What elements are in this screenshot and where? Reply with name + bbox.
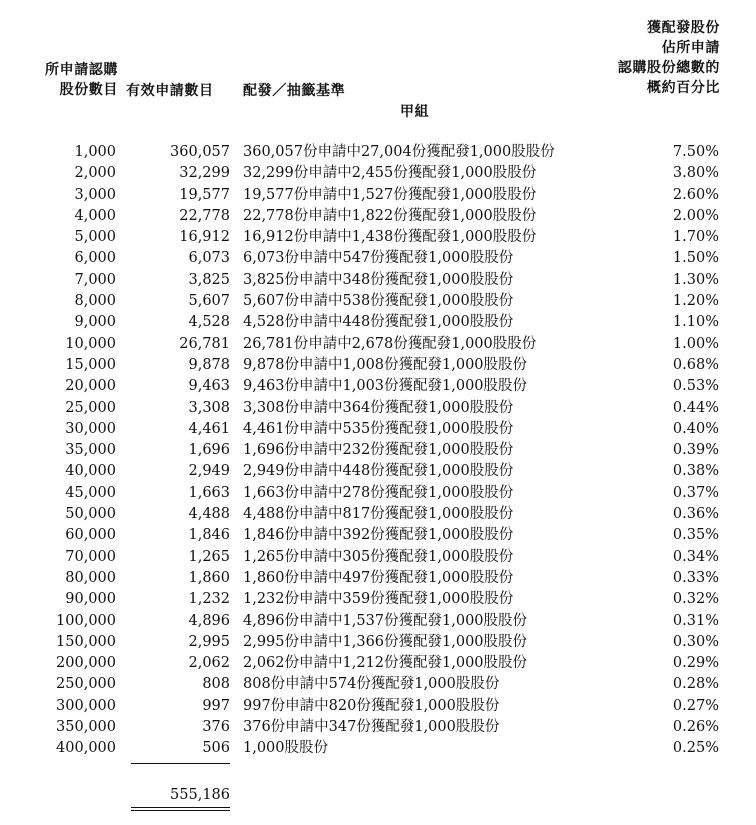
- percentage-cell: 0.27%: [672, 697, 719, 714]
- header-pct-line: 概約百分比: [647, 80, 720, 96]
- valid-applications-cell: 360,057: [170, 144, 230, 160]
- allotment-basis-cell: 3,308份申請中364份獲配發1,000股股份: [243, 399, 514, 416]
- percentage-cell: 0.25%: [672, 740, 719, 757]
- table-row: [0, 312, 756, 333]
- percentage-cell: 2.00%: [672, 207, 719, 224]
- percentage-cell: 1.00%: [672, 335, 719, 352]
- valid-applications-cell: 6,073: [188, 250, 230, 267]
- allotment-basis-cell: 19,577份申請中1,527份獲配發1,000股股份: [243, 186, 537, 203]
- allotment-basis-cell: 1,663份申請中278份獲配發1,000股股份: [243, 484, 514, 501]
- header-pct-line: 佔所申請: [661, 40, 720, 56]
- percentage-cell: 0.31%: [672, 612, 719, 629]
- percentage-cell: 0.40%: [672, 420, 719, 437]
- allotment-basis-cell: 376份申請中347份獲配發1,000股股份: [243, 719, 500, 736]
- allotment-basis-cell: 997份申請中820份獲配發1,000股股份: [243, 697, 500, 714]
- allotment-basis-cell: 1,232份申請中359份獲配發1,000股股份: [243, 591, 514, 608]
- applied-shares-cell: 50,000: [65, 506, 116, 523]
- applied-shares-cell: 25,000: [65, 399, 116, 416]
- allotment-table-body: [0, 142, 756, 760]
- allotment-basis-cell: 1,000股股份: [243, 740, 329, 757]
- applied-shares-cell: 45,000: [65, 484, 116, 501]
- valid-applications-cell: 5,607: [188, 293, 230, 310]
- valid-applications-cell: 1,663: [188, 484, 230, 501]
- allotment-basis-cell: 808份申請中574份獲配發1,000股股份: [243, 676, 500, 693]
- percentage-cell: 0.38%: [672, 463, 719, 480]
- allotment-basis-cell: 2,949份申請中448份獲配發1,000股股份: [243, 463, 514, 480]
- percentage-cell: 1.10%: [672, 314, 719, 331]
- percentage-cell: 1.70%: [672, 229, 719, 246]
- allotment-basis-cell: 32,299份申請中2,455份獲配發1,000股股份: [243, 165, 537, 182]
- percentage-cell: 0.30%: [672, 633, 719, 650]
- table-row: [0, 738, 756, 759]
- applied-shares-cell: 40,000: [65, 463, 116, 480]
- table-row: [0, 525, 756, 546]
- table-row: [0, 632, 756, 653]
- valid-applications-cell: 3,825: [188, 271, 230, 288]
- valid-applications-cell: 1,265: [188, 548, 230, 565]
- table-row: [0, 206, 756, 227]
- allotment-basis-cell: 4,528份申請中448份獲配發1,000股股份: [243, 314, 514, 331]
- header-pct-line: 認購股份總數的: [617, 60, 720, 76]
- applied-shares-cell: 1,000: [74, 144, 116, 160]
- valid-applications-cell: 997: [202, 697, 230, 714]
- table-row: [0, 291, 756, 312]
- table-row: [0, 483, 756, 504]
- header-approx-percentage: [560, 18, 720, 98]
- applied-shares-cell: 20,000: [65, 378, 116, 395]
- table-row: [0, 419, 756, 440]
- allotment-basis-cell: 2,995份申請中1,366份獲配發1,000股股份: [243, 633, 528, 650]
- valid-applications-cell: 1,232: [188, 591, 230, 608]
- applied-shares-cell: 350,000: [56, 719, 116, 736]
- applied-shares-cell: 30,000: [65, 420, 116, 437]
- percentage-cell: 0.26%: [672, 719, 719, 736]
- table-row: [0, 248, 756, 269]
- applied-shares-cell: 300,000: [56, 697, 116, 714]
- percentage-cell: 2.60%: [672, 186, 719, 203]
- allotment-basis-cell: 4,488份申請中817份獲配發1,000股股份: [243, 506, 514, 523]
- valid-applications-cell: 4,528: [188, 314, 230, 331]
- table-row: [0, 440, 756, 461]
- applied-shares-cell: 90,000: [65, 591, 116, 608]
- table-row: [0, 653, 756, 674]
- total-double-rule: [131, 807, 230, 811]
- percentage-cell: 0.35%: [672, 527, 719, 544]
- applied-shares-cell: 10,000: [65, 335, 116, 352]
- allotment-basis-cell: 1,696份申請中232份獲配發1,000股股份: [243, 442, 514, 459]
- allotment-basis-cell: 1,846份申請中392份獲配發1,000股股份: [243, 527, 514, 544]
- table-row: [0, 142, 756, 163]
- table-row: [0, 376, 756, 397]
- allotment-basis-cell: 1,265份申請中305份獲配發1,000股股份: [243, 548, 514, 565]
- percentage-cell: 7.50%: [672, 144, 719, 160]
- percentage-cell: 0.44%: [672, 399, 719, 416]
- header-applied-line: 所申請認購: [45, 62, 118, 78]
- valid-applications-cell: 22,778: [179, 207, 230, 224]
- percentage-cell: 0.28%: [672, 676, 719, 693]
- allotment-basis-cell: 360,057份申請中27,004份獲配發1,000股股份: [243, 144, 555, 160]
- applied-shares-cell: 5,000: [74, 229, 116, 246]
- table-row: [0, 227, 756, 248]
- percentage-cell: 1.20%: [672, 293, 719, 310]
- table-row: [0, 547, 756, 568]
- applied-shares-cell: 35,000: [65, 442, 116, 459]
- valid-applications-cell: 3,308: [188, 399, 230, 416]
- valid-applications-cell: 1,846: [188, 527, 230, 544]
- valid-applications-cell: 506: [202, 740, 230, 757]
- applied-shares-cell: 15,000: [65, 356, 116, 373]
- table-row: [0, 334, 756, 355]
- applied-shares-cell: 4,000: [74, 207, 116, 224]
- applied-shares-cell: 150,000: [56, 633, 116, 650]
- allotment-basis-cell: 5,607份申請中538份獲配發1,000股股份: [243, 293, 514, 310]
- percentage-cell: 1.30%: [672, 271, 719, 288]
- percentage-cell: 0.29%: [672, 655, 719, 672]
- applied-shares-cell: 250,000: [56, 676, 116, 693]
- header-allotment-basis: 配發／抽籤基準: [243, 83, 346, 99]
- header-applied-line: 股份數目: [59, 82, 118, 98]
- valid-applications-cell: 1,860: [188, 569, 230, 586]
- allotment-basis-cell: 4,896份申請中1,537份獲配發1,000股股份: [243, 612, 528, 629]
- applied-shares-cell: 100,000: [56, 612, 116, 629]
- valid-applications-cell: 376: [202, 719, 230, 736]
- applied-shares-cell: 70,000: [65, 548, 116, 565]
- valid-applications-cell: 1,696: [188, 442, 230, 459]
- total-valid-applications: 555,186: [170, 787, 230, 803]
- percentage-cell: 0.32%: [672, 591, 719, 608]
- applied-shares-cell: 80,000: [65, 569, 116, 586]
- valid-applications-cell: 9,463: [188, 378, 230, 395]
- table-row: [0, 696, 756, 717]
- allotment-basis-cell: 26,781份申請中2,678份獲配發1,000股股份: [243, 335, 537, 352]
- percentage-cell: 0.37%: [672, 484, 719, 501]
- table-row: [0, 674, 756, 695]
- allotment-basis-cell: 4,461份申請中535份獲配發1,000股股份: [243, 420, 514, 437]
- valid-applications-cell: 4,896: [188, 612, 230, 629]
- table-row: [0, 568, 756, 589]
- applied-shares-cell: 200,000: [56, 655, 116, 672]
- valid-applications-cell: 9,878: [188, 356, 230, 373]
- applied-shares-cell: 2,000: [74, 165, 116, 182]
- valid-applications-cell: 16,912: [179, 229, 230, 246]
- table-row: [0, 163, 756, 184]
- valid-applications-cell: 2,062: [188, 655, 230, 672]
- valid-applications-cell: 4,461: [188, 420, 230, 437]
- table-row: [0, 717, 756, 738]
- percentage-cell: 0.53%: [672, 378, 719, 395]
- percentage-cell: 0.33%: [672, 569, 719, 586]
- allotment-basis-cell: 9,463份申請中1,003份獲配發1,000股股份: [243, 378, 528, 395]
- table-row: [0, 504, 756, 525]
- allotment-basis-cell: 22,778份申請中1,822份獲配發1,000股股份: [243, 207, 537, 224]
- table-row: [0, 611, 756, 632]
- allotment-basis-cell: 1,860份申請中497份獲配發1,000股股份: [243, 569, 514, 586]
- header-applied-shares: [22, 60, 118, 100]
- valid-applications-cell: 2,995: [188, 633, 230, 650]
- valid-applications-cell: 808: [202, 676, 230, 693]
- header-group: 甲組: [400, 104, 430, 120]
- header-pct-line: 獲配發股份: [647, 20, 720, 36]
- applied-shares-cell: 7,000: [74, 271, 116, 288]
- allotment-basis-cell: 9,878份申請中1,008份獲配發1,000股股份: [243, 356, 528, 373]
- applied-shares-cell: 9,000: [74, 314, 116, 331]
- table-row: [0, 589, 756, 610]
- percentage-cell: 0.68%: [672, 356, 719, 373]
- percentage-cell: 0.34%: [672, 548, 719, 565]
- valid-applications-cell: 2,949: [188, 463, 230, 480]
- percentage-cell: 0.39%: [672, 442, 719, 459]
- valid-applications-cell: 19,577: [179, 186, 230, 203]
- table-row: [0, 398, 756, 419]
- applied-shares-cell: 6,000: [74, 250, 116, 267]
- applied-shares-cell: 400,000: [56, 740, 116, 757]
- valid-applications-cell: 4,488: [188, 506, 230, 523]
- table-row: [0, 185, 756, 206]
- table-row: [0, 270, 756, 291]
- allotment-basis-cell: 2,062份申請中1,212份獲配發1,000股股份: [243, 655, 528, 672]
- allotment-basis-cell: 6,073份申請中547份獲配發1,000股股份: [243, 250, 514, 267]
- header-valid-applications: 有效申請數目: [126, 83, 214, 99]
- valid-applications-cell: 32,299: [179, 165, 230, 182]
- applied-shares-cell: 3,000: [74, 186, 116, 203]
- applied-shares-cell: 60,000: [65, 527, 116, 544]
- percentage-cell: 1.50%: [672, 250, 719, 267]
- allotment-basis-cell: 16,912份申請中1,438份獲配發1,000股股份: [243, 229, 537, 246]
- total-rule: [131, 763, 230, 764]
- percentage-cell: 3.80%: [672, 165, 719, 182]
- table-row: [0, 461, 756, 482]
- allotment-basis-cell: 3,825份申請中348份獲配發1,000股股份: [243, 271, 514, 288]
- percentage-cell: 0.36%: [672, 506, 719, 523]
- table-row: [0, 355, 756, 376]
- applied-shares-cell: 8,000: [74, 293, 116, 310]
- valid-applications-cell: 26,781: [179, 335, 230, 352]
